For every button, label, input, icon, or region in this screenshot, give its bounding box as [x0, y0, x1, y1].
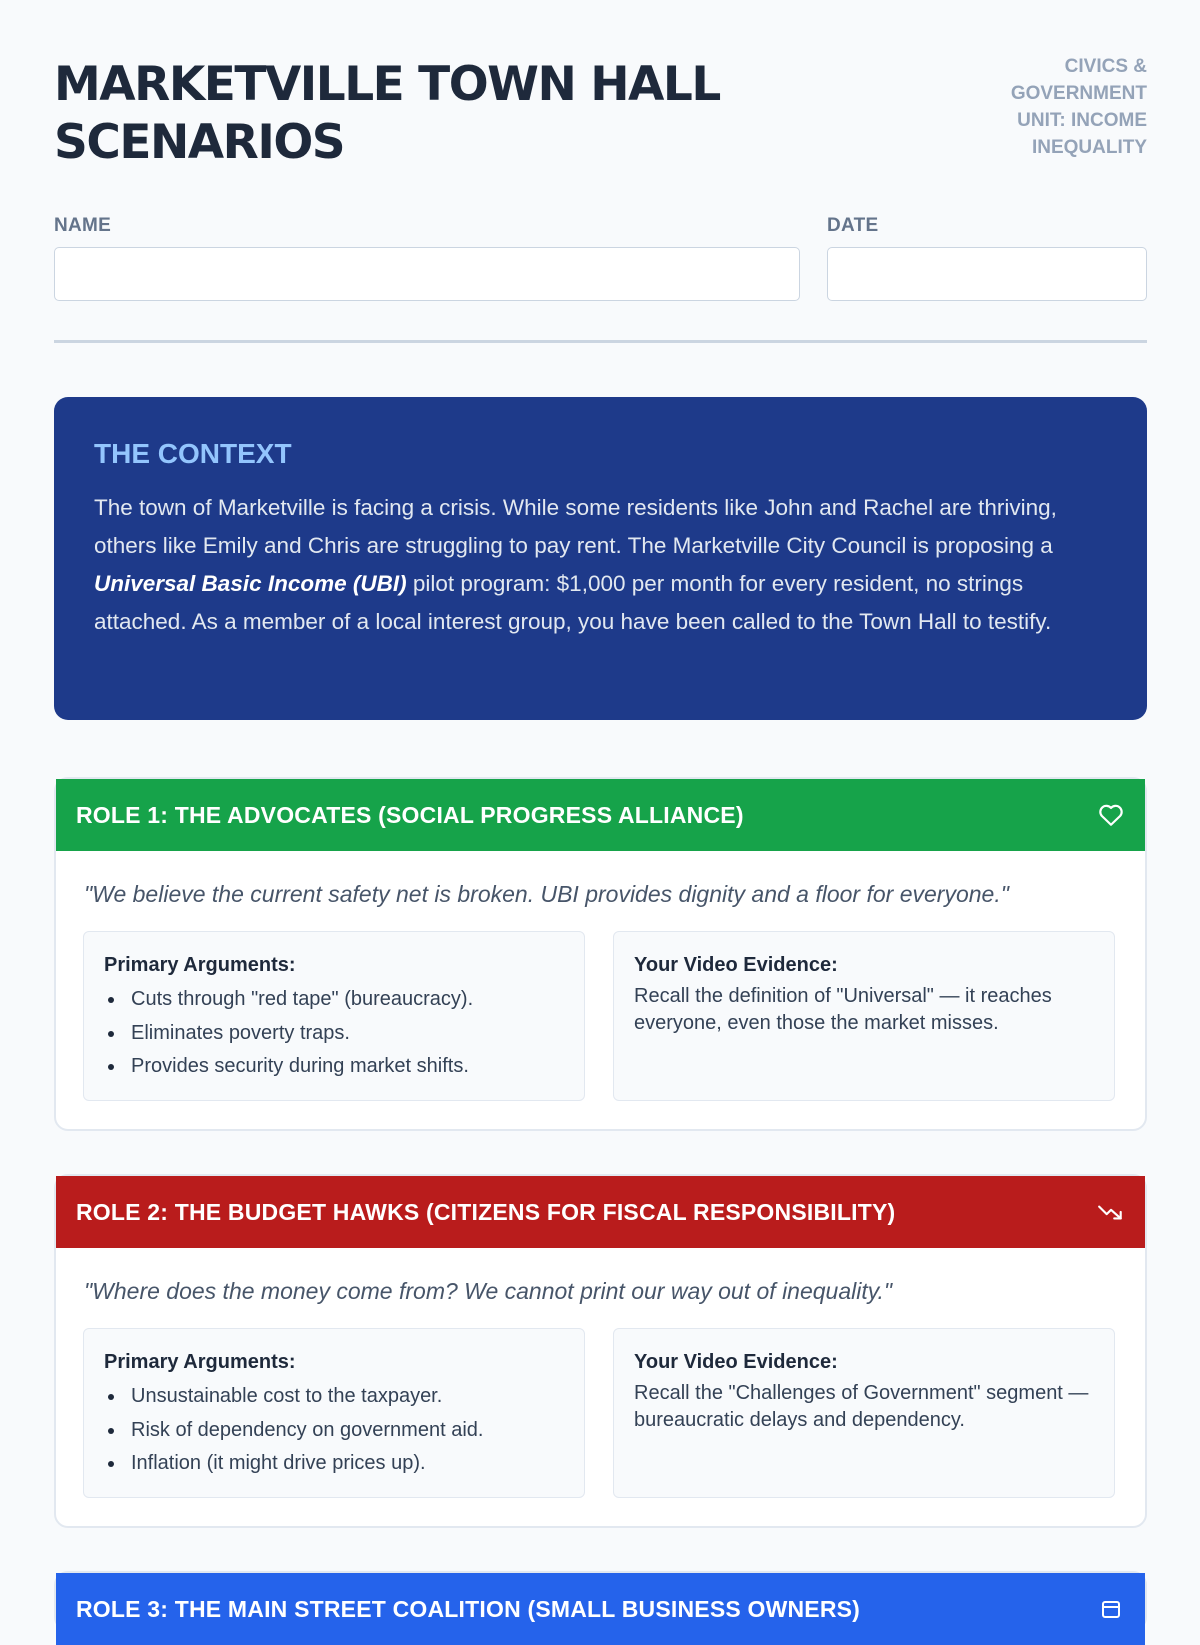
name-field-group: [54, 213, 800, 301]
role-card-main-street: [54, 1571, 1147, 1631]
role-columns: [56, 931, 1145, 1101]
arguments-title: Primary Arguments:: [104, 954, 296, 976]
list-item: Inflation (it might drive prices up).: [104, 1447, 564, 1481]
list-item: Eliminates poverty traps.: [104, 1017, 564, 1051]
role-title: ROLE 2: THE BUDGET HAWKS (CITIZENS FOR FISCAL RESPONSIBILITY): [76, 1198, 896, 1225]
worksheet-page: [54, 0, 1147, 1622]
role-card-budget-hawks: [54, 1174, 1147, 1528]
evidence-panel: [613, 1328, 1115, 1498]
name-input[interactable]: [54, 247, 800, 301]
heart-icon: [1097, 801, 1125, 829]
date-input[interactable]: [827, 247, 1147, 301]
role-quote: "We believe the current safety net is broken. UBI provides dignity and a floor for everyone.": [84, 881, 1009, 907]
name-label: NAME: [54, 215, 112, 236]
list-item: Provides security during market shifts.: [104, 1050, 564, 1084]
role-columns: [56, 1328, 1145, 1498]
arguments-panel: [83, 1328, 585, 1498]
context-text-after: pilot program: $1,000 per month for every resident, no strings attached. As a member of a local interest group, you have been called to the Town Hall to testify.: [94, 571, 1052, 634]
date-field-group: [827, 213, 1147, 301]
list-item: Unsustainable cost to the taxpayer.: [104, 1380, 564, 1414]
store-icon: [1097, 1595, 1125, 1623]
role-title: ROLE 1: THE ADVOCATES (SOCIAL PROGRESS ALLIANCE): [76, 801, 744, 828]
trending-down-icon: [1097, 1198, 1125, 1226]
arguments-panel: [83, 931, 585, 1101]
context-text-before: The town of Marketville is facing a crisis. While some residents like John and Rachel are thriving, others like Emily and Chris are struggling to pay rent. The Marketville City Council is proposing a: [94, 495, 1057, 558]
list-item: Cuts through "red tape" (bureaucracy).: [104, 983, 564, 1017]
context-emphasis: Universal Basic Income (UBI): [94, 571, 407, 596]
context-box: [54, 397, 1147, 720]
arguments-list: [104, 983, 564, 1084]
context-title: THE CONTEXT: [94, 438, 292, 469]
student-fields: [54, 213, 1147, 303]
role-header: [56, 779, 1145, 851]
header: [54, 0, 1147, 200]
arguments-title: Primary Arguments:: [104, 1351, 296, 1373]
evidence-text: Recall the definition of "Universal" — it reaches everyone, even those the market misses.: [634, 985, 1052, 1034]
role-title: ROLE 3: THE MAIN STREET COALITION (SMALL BUSINESS OWNERS): [76, 1595, 861, 1622]
context-body: [94, 489, 1107, 641]
role-header: [56, 1176, 1145, 1248]
role-card-advocates: [54, 777, 1147, 1131]
page-title: MARKETVILLE TOWN HALL SCENARIOS: [54, 57, 720, 170]
evidence-title: Your Video Evidence:: [634, 1351, 838, 1373]
arguments-list: [104, 1380, 564, 1481]
list-item: Risk of dependency on government aid.: [104, 1414, 564, 1448]
evidence-title: Your Video Evidence:: [634, 954, 838, 976]
evidence-panel: [613, 931, 1115, 1101]
course-label: CIVICS & GOVERNMENT UNIT: INCOME INEQUALITY: [1010, 56, 1147, 158]
evidence-text: Recall the "Challenges of Government" segment — bureaucratic delays and dependency.: [634, 1382, 1089, 1431]
divider: [54, 340, 1147, 343]
role-header: [56, 1573, 1145, 1645]
role-quote: "Where does the money come from? We cannot print our way out of inequality.": [84, 1278, 893, 1304]
date-label: DATE: [827, 215, 879, 236]
